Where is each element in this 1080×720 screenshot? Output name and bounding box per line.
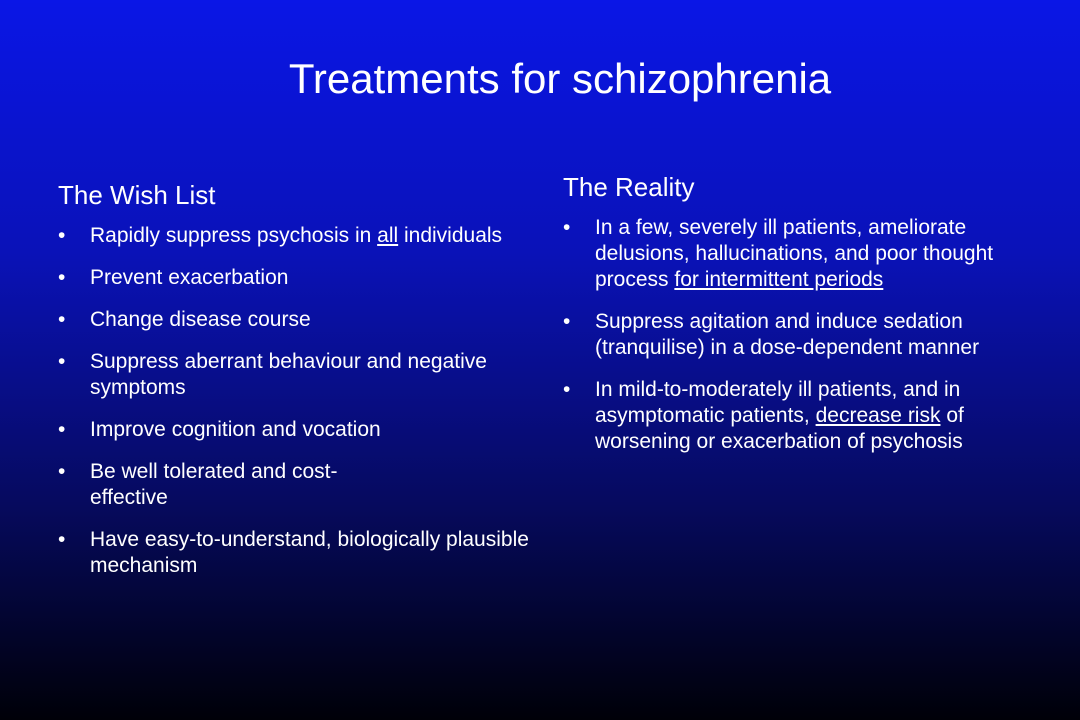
bullet-icon: •: [58, 224, 66, 247]
list-item: • Prevent exacerbation: [58, 266, 289, 289]
reality-column: [563, 172, 1043, 471]
bullet-icon: •: [58, 308, 66, 331]
list-item: • Have easy-to-understand, biologically plausible mechanism: [58, 528, 529, 577]
underlined-text: all: [377, 224, 399, 247]
bullet-icon: •: [58, 528, 66, 551]
list-item: • Be well tolerated and cost-effective: [58, 460, 338, 509]
bullet-icon: •: [58, 350, 66, 373]
bullet-icon: •: [563, 216, 571, 239]
list-item: • In mild-to-moderately ill patients, and in asymptomatic patients, decrease risk of worsening or exacerbation of psychosis: [563, 378, 964, 453]
list-item: • Improve cognition and vocation: [58, 418, 381, 441]
wish-list-bullets: [58, 223, 548, 579]
list-item: • Rapidly suppress psychosis in all individuals: [58, 224, 503, 247]
reality-bullets: [563, 215, 1043, 455]
slide-title: Treatments for schizophrenia: [288, 55, 832, 102]
bullet-icon: •: [58, 460, 66, 483]
wish-list-heading: The Wish List: [58, 180, 216, 210]
list-item: • Suppress aberrant behaviour and negative symptoms: [58, 350, 487, 399]
underlined-text: decrease risk: [815, 404, 941, 427]
bullet-icon: •: [563, 310, 571, 333]
bullet-icon: •: [58, 266, 66, 289]
list-item: • Suppress agitation and induce sedation (tranquilise) in a dose-dependent manner: [563, 310, 980, 359]
wish-list-column: [58, 180, 548, 595]
bullet-icon: •: [563, 378, 571, 401]
reality-heading: The Reality: [563, 172, 695, 202]
underlined-text: for intermittent periods: [674, 268, 884, 291]
list-item: • In a few, severely ill patients, ameliorate delusions, hallucinations, and poor thought process for intermittent periods: [563, 216, 994, 291]
list-item: • Change disease course: [58, 308, 311, 331]
bullet-icon: •: [58, 418, 66, 441]
